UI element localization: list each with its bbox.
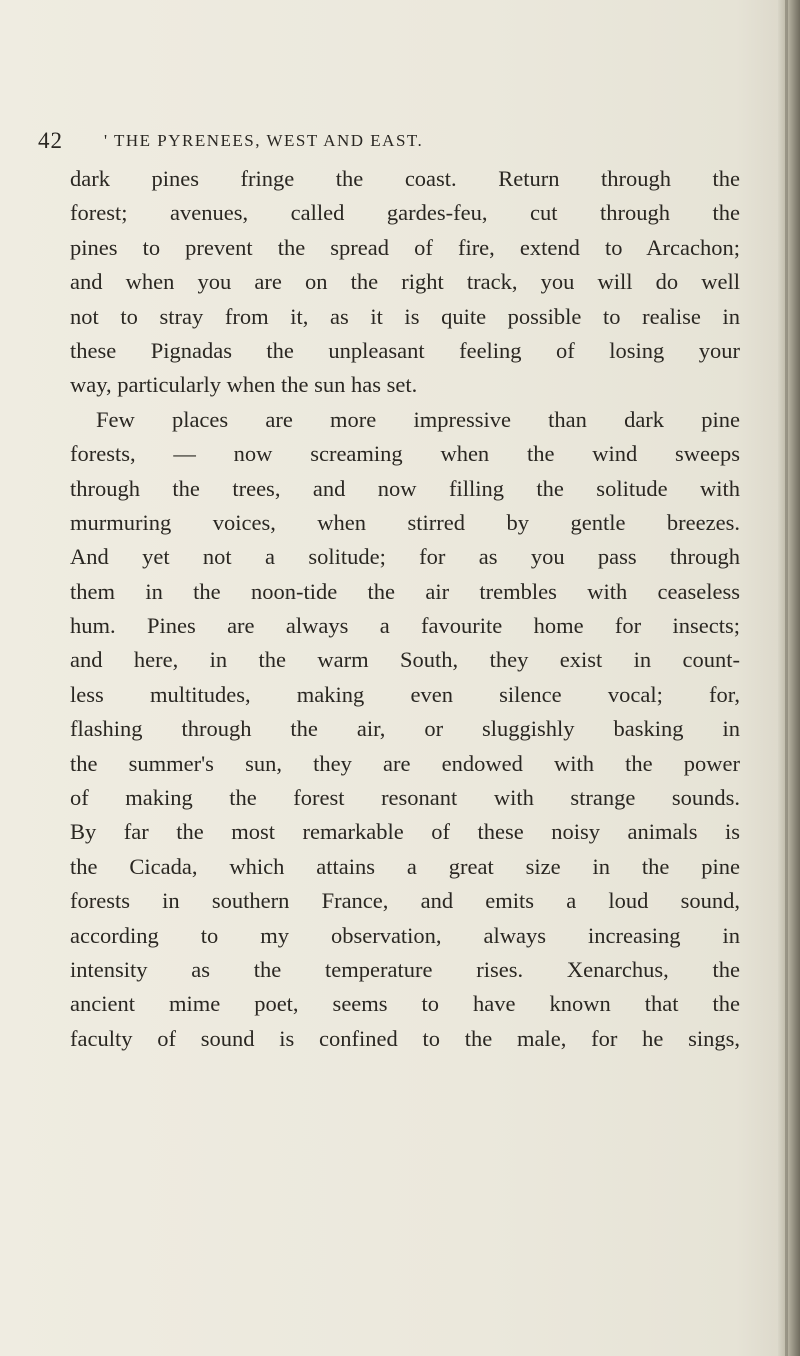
text-line: hum. Pines are always a favourite home for insects;	[70, 613, 740, 639]
text-line: the summer's sun, they are endowed with the power	[70, 750, 740, 776]
text-line: dark pines fringe the coast. Return through the	[70, 166, 740, 191]
text-line: pines to prevent the spread of fire, extend to Arcachon;	[70, 234, 740, 260]
text-line: faculty of sound is confined to the male, for he sings,	[70, 1025, 740, 1051]
text-line: way, particularly when the sun has set.	[70, 372, 418, 398]
page-header	[38, 128, 758, 162]
text-line: them in the noon-tide the air trembles with ceaseless	[70, 578, 740, 604]
text-line: and here, in the warm South, they exist in count-	[70, 647, 740, 673]
text-line: not to stray from it, as it is quite possible to realise in	[70, 303, 740, 329]
text-line: Few places are more impressive than dark pine	[96, 406, 740, 432]
text-line: By far the most remarkable of these noisy animals is	[70, 819, 740, 845]
page-gutter-shadow	[778, 0, 800, 1356]
text-line: the Cicada, which attains a great size in the pine	[70, 853, 740, 879]
text-line: less multitudes, making even silence vocal; for,	[70, 681, 740, 707]
text-line: flashing through the air, or sluggishly basking in	[70, 716, 740, 742]
text-line: through the trees, and now filling the solitude with	[70, 475, 740, 501]
text-line: forests in southern France, and emits a loud sound,	[70, 888, 740, 914]
running-title: ' THE PYRENEES, WEST AND EAST.	[104, 131, 424, 150]
text-line: And yet not a solitude; for as you pass through	[70, 544, 740, 570]
text-line: forests, — now screaming when the wind sweeps	[70, 441, 740, 467]
page-number: 42	[38, 128, 63, 153]
body-text	[70, 162, 740, 1056]
text-line: murmuring voices, when stirred by gentle breezes.	[70, 509, 740, 535]
text-line: of making the forest resonant with strange sounds.	[70, 785, 740, 811]
text-line: ancient mime poet, seems to have known that the	[70, 991, 740, 1017]
text-line: these Pignadas the unpleasant feeling of losing your	[70, 337, 740, 363]
page-edge-line	[785, 0, 788, 1356]
text-line: forest; avenues, called gardes-feu, cut through the	[70, 200, 740, 226]
text-line: according to my observation, always increasing in	[70, 922, 740, 948]
text-line: and when you are on the right track, you will do well	[70, 269, 740, 295]
text-line: intensity as the temperature rises. Xenarchus, the	[70, 956, 740, 982]
